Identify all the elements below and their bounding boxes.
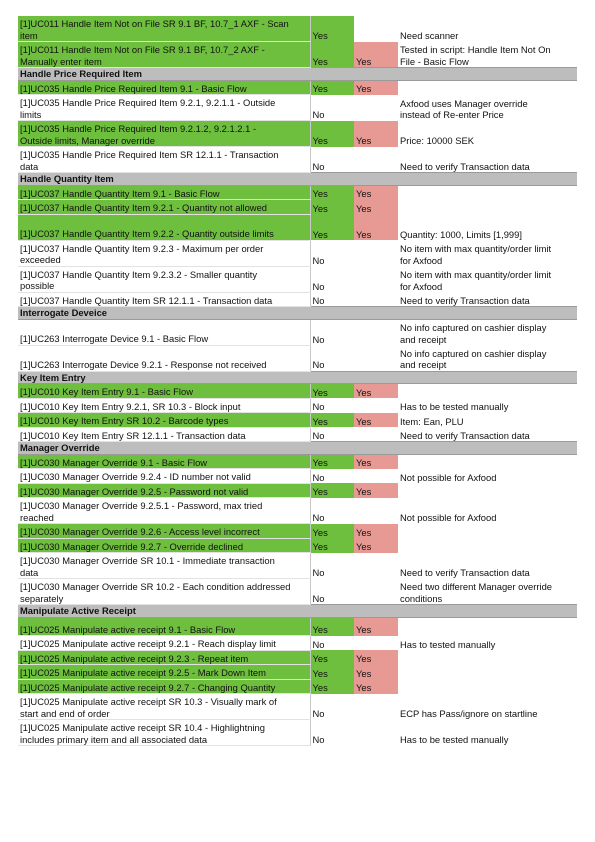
automated-status: Yes — [310, 185, 354, 200]
table-row — [18, 538, 577, 553]
comment-cell — [398, 95, 577, 121]
scripted-status — [354, 292, 398, 307]
scripted-status — [354, 345, 398, 371]
description-line: [1]UC010 Key Item Entry SR 10.2 - Barcode types — [20, 415, 229, 426]
automated-status: No — [312, 333, 325, 345]
table-row — [18, 617, 577, 636]
description-line: reached — [20, 511, 54, 523]
test-case-description — [18, 345, 310, 371]
table-row — [18, 469, 577, 484]
scripted-status: Yes — [354, 214, 398, 240]
automated-status: Yes — [310, 413, 354, 428]
automated-status: No — [312, 512, 325, 523]
comment-cell — [398, 384, 577, 399]
section-title: Handle Quantity Item — [18, 173, 577, 186]
automated-status: No — [312, 592, 325, 604]
scripted-status: Yes — [354, 384, 398, 399]
comment-cell — [398, 185, 577, 200]
scripted-status — [354, 427, 398, 442]
automated-status: Yes — [310, 665, 354, 680]
test-case-description — [18, 200, 310, 215]
description-line: [1]UC030 Manager Override 9.2.7 - Override declined — [20, 540, 244, 552]
description-line: exceeded — [20, 254, 61, 265]
automated-status: Yes — [310, 384, 354, 399]
description-line: [1]UC030 Manager Override 9.2.5.1 - Password, max tried — [20, 500, 263, 511]
comment-cell — [398, 617, 577, 636]
scripted-status — [354, 266, 398, 292]
section-header-row — [18, 307, 577, 320]
description-line: [1]UC010 Key Item Entry 9.1 - Basic Flow — [20, 386, 193, 397]
description-line: [1]UC037 Handle Quantity Item 9.1 - Basic Flow — [20, 187, 220, 199]
test-case-description — [18, 524, 310, 539]
description-line: Outside limits, Manager override — [20, 134, 155, 146]
comment-line: instead of Re-enter Price — [400, 109, 504, 120]
scripted-status: Yes — [354, 80, 398, 95]
comment-line: Has to be tested manually — [400, 401, 509, 412]
comment-cell — [398, 538, 577, 553]
automated-status: No — [312, 294, 325, 306]
scripted-status: Yes — [354, 121, 398, 147]
description-line: [1]UC035 Handle Price Required Item 9.2.1.2, 9.2.1.2.1 - — [20, 123, 257, 134]
table-row — [18, 147, 577, 173]
description-line: [1]UC030 Manager Override 9.2.5 - Password not valid — [20, 485, 249, 497]
comment-cell — [398, 665, 577, 680]
scripted-status: Yes — [354, 524, 398, 539]
scripted-status — [354, 720, 398, 746]
scripted-status — [354, 636, 398, 651]
comment-cell — [398, 553, 577, 579]
comment-line: Axfood uses Manager override — [400, 97, 528, 109]
comment-cell — [398, 147, 577, 173]
description-line: [1]UC011 Handle Item Not on File SR 9.1 BF, 10.7_1 AXF - Scan — [20, 18, 289, 29]
scripted-status: Yes — [354, 483, 398, 498]
test-case-description — [18, 427, 310, 442]
comment-cell — [398, 240, 577, 266]
description-line: includes primary item and all associated data — [20, 733, 208, 745]
description-line: [1]UC011 Handle Item Not on File SR 9.1 BF, 10.7_2 AXF - — [20, 44, 265, 55]
table-row — [18, 524, 577, 539]
scripted-status — [354, 95, 398, 121]
description-line: separately — [20, 592, 64, 604]
table-row — [18, 398, 577, 413]
description-line: [1]UC037 Handle Quantity Item 9.2.3.2 - Smaller quantity — [20, 268, 258, 280]
automated-status: Yes — [310, 42, 354, 68]
automated-status: Yes — [310, 200, 354, 215]
description-line: [1]UC010 Key Item Entry 9.2.1, SR 10.3 - Block input — [20, 400, 241, 412]
test-case-description — [18, 483, 310, 498]
automated-status: Yes — [310, 617, 354, 636]
description-line: [1]UC025 Manipulate active receipt SR 10.3 - Visually mark of — [20, 696, 277, 707]
comment-cell — [398, 579, 577, 605]
scripted-status — [354, 398, 398, 413]
test-case-description — [18, 398, 310, 413]
comment-cell — [398, 679, 577, 694]
comment-cell — [398, 319, 577, 345]
comment-cell — [398, 427, 577, 442]
comment-line: No item with max quantity/order limit — [400, 269, 552, 280]
automated-status: Yes — [310, 483, 354, 498]
table-row — [18, 121, 577, 147]
comment-cell — [398, 524, 577, 539]
table-row — [18, 720, 577, 746]
comment-cell — [398, 413, 577, 428]
automated-status: No — [312, 401, 325, 412]
automated-status: Yes — [310, 121, 354, 147]
section-title: Handle Price Required Item — [18, 68, 577, 81]
description-line: possible — [20, 280, 55, 291]
section-title: Manager Override — [18, 442, 577, 455]
section-header-row — [18, 68, 577, 81]
scripted-status: Yes — [354, 454, 398, 469]
description-line: [1]UC025 Manipulate active receipt 9.2.1 - Reach display limit — [20, 638, 276, 649]
comment-cell — [398, 636, 577, 651]
comment-line: File - Basic Flow — [400, 55, 469, 67]
table-row — [18, 427, 577, 442]
automated-status: Yes — [310, 16, 354, 42]
section-header-row — [18, 371, 577, 384]
automated-status: No — [312, 567, 325, 578]
test-case-description — [18, 538, 310, 553]
test-case-description — [18, 185, 310, 200]
test-case-description — [18, 679, 310, 694]
description-line: [1]UC035 Handle Price Required Item 9.2.1, 9.2.1.1 - Outside — [20, 97, 276, 108]
section-header-row — [18, 605, 577, 618]
test-case-description — [18, 121, 310, 147]
table-row — [18, 200, 577, 215]
comment-cell — [398, 42, 577, 68]
test-case-description — [18, 665, 310, 680]
table-row — [18, 553, 577, 579]
automated-status: Yes — [310, 650, 354, 665]
description-line: [1]UC025 Manipulate active receipt 9.1 - Basic Flow — [20, 623, 236, 635]
comment-line: Not possible for Axfood — [400, 471, 497, 483]
scripted-status: Yes — [354, 185, 398, 200]
automated-status: Yes — [310, 454, 354, 469]
automated-status: No — [312, 734, 325, 745]
table-body — [18, 16, 577, 746]
description-line: item — [20, 29, 38, 41]
table-row — [18, 42, 577, 68]
test-case-description — [18, 579, 310, 605]
test-case-description — [18, 650, 310, 665]
table-row — [18, 694, 577, 720]
scripted-status — [354, 16, 398, 42]
table-row — [18, 679, 577, 694]
comment-cell — [398, 498, 577, 524]
comment-cell — [398, 469, 577, 484]
table-row — [18, 345, 577, 371]
comment-cell — [398, 720, 577, 746]
comment-line: No info captured on cashier display — [400, 347, 547, 359]
scripted-status: Yes — [354, 617, 398, 636]
test-case-description — [18, 720, 310, 746]
section-header-row — [18, 173, 577, 186]
automated-status: Yes — [310, 524, 354, 539]
comment-line: No item with max quantity/order limit — [400, 243, 552, 254]
description-line: data — [20, 566, 39, 578]
description-line: Manually enter item — [20, 55, 102, 67]
description-line — [20, 217, 308, 229]
scripted-status: Yes — [354, 42, 398, 68]
description-line: [1]UC010 Key Item Entry SR 12.1.1 - Transaction data — [20, 429, 246, 441]
automated-status: No — [312, 160, 325, 172]
table-row — [18, 95, 577, 121]
comment-cell — [398, 650, 577, 665]
automated-status: Yes — [310, 214, 354, 240]
test-case-description — [18, 214, 310, 240]
comment-line: Need to verify Transaction data — [400, 429, 530, 441]
table-row — [18, 579, 577, 605]
comment-line: Need to verify Transaction data — [400, 160, 530, 172]
table-row — [18, 413, 577, 428]
comment-line: Need to verify Transaction data — [400, 567, 530, 578]
description-line: start and end of order — [20, 707, 110, 719]
comment-line: ECP has Pass/ignore on startline — [400, 708, 538, 719]
test-case-description — [18, 413, 310, 428]
comment-line: Has to tested manually — [400, 638, 496, 650]
automated-status: No — [312, 254, 325, 266]
table-row — [18, 636, 577, 651]
test-case-description — [18, 95, 310, 121]
test-case-description — [18, 498, 310, 524]
comment-line: Need scanner — [400, 30, 459, 41]
comment-line: for Axfood — [400, 254, 443, 266]
test-case-description — [18, 636, 310, 651]
test-case-description — [18, 694, 310, 720]
comment-cell — [398, 200, 577, 215]
automated-status: No — [312, 429, 325, 441]
section-title: Key Item Entry — [18, 371, 577, 384]
comment-cell — [398, 398, 577, 413]
scripted-status — [354, 553, 398, 579]
test-case-description — [18, 469, 310, 484]
description-line: [1]UC035 Handle Price Required Item SR 12.1.1 - Transaction — [20, 149, 279, 160]
description-line: [1]UC263 Interrogate Device 9.1 - Basic Flow — [20, 333, 209, 344]
description-line: [1]UC025 Manipulate active receipt 9.2.3 - Repeat item — [20, 652, 249, 664]
table-row — [18, 483, 577, 498]
test-case-description — [18, 147, 310, 173]
test-case-description — [18, 553, 310, 579]
scripted-status: Yes — [354, 413, 398, 428]
table-row — [18, 498, 577, 524]
comment-line: Tested in script: Handle Item Not On — [400, 44, 551, 55]
scripted-status — [354, 498, 398, 524]
automated-status: No — [312, 109, 325, 120]
comment-cell — [398, 214, 577, 240]
table-row — [18, 454, 577, 469]
comment-line: for Axfood — [400, 280, 443, 292]
description-line: [1]UC035 Handle Price Required Item 9.1 - Basic Flow — [20, 82, 247, 94]
scripted-status — [354, 147, 398, 173]
description-line: [1]UC025 Manipulate active receipt 9.2.5 - Mark Down Item — [20, 667, 266, 678]
table-row — [18, 214, 577, 240]
section-header-row — [18, 442, 577, 455]
section-title: Interrogate Deveice — [18, 307, 577, 320]
scripted-status: Yes — [354, 679, 398, 694]
test-case-description — [18, 266, 310, 292]
description-line: [1]UC037 Handle Quantity Item 9.2.1 - Quantity not allowed — [20, 202, 268, 213]
description-line: [1]UC030 Manager Override 9.2.6 - Access level incorrect — [20, 526, 260, 537]
scripted-status — [354, 579, 398, 605]
table-row — [18, 80, 577, 95]
scripted-status: Yes — [354, 200, 398, 215]
description-line: [1]UC025 Manipulate active receipt SR 10.4 - Highlightning — [20, 722, 265, 733]
description-line: [1]UC025 Manipulate active receipt 9.2.7 - Changing Quantity — [20, 681, 276, 693]
description-line: [1]UC030 Manager Override SR 10.2 - Each condition addressed — [20, 581, 291, 592]
description-line: [1]UC037 Handle Quantity Item 9.2.3 - Maximum per order — [20, 242, 264, 254]
description-line: [1]UC037 Handle Quantity Item 9.2.2 - Quantity outside limits — [20, 228, 274, 239]
description-line — [20, 348, 308, 360]
table-row — [18, 665, 577, 680]
comment-cell — [398, 121, 577, 147]
test-case-description — [18, 240, 310, 266]
automated-status: Yes — [310, 80, 354, 95]
automated-status: No — [312, 280, 325, 292]
table-row — [18, 16, 577, 42]
comment-line: Item: Ean, PLU — [400, 415, 464, 427]
comment-line: Not possible for Axfood — [400, 512, 497, 523]
comment-line: Need to verify Transaction data — [400, 294, 530, 306]
test-case-description — [18, 42, 310, 68]
comment-cell — [398, 16, 577, 42]
description-line: [1]UC263 Interrogate Device 9.2.1 - Response not received — [20, 359, 267, 370]
automated-status: No — [312, 471, 325, 483]
test-case-description — [18, 16, 310, 42]
description-line: data — [20, 160, 39, 172]
description-line: [1]UC030 Manager Override 9.1 - Basic Flow — [20, 456, 208, 468]
scripted-status: Yes — [354, 650, 398, 665]
test-case-description — [18, 292, 310, 307]
scripted-status: Yes — [354, 665, 398, 680]
table-row — [18, 319, 577, 345]
automated-status: No — [312, 359, 325, 370]
scripted-status — [354, 694, 398, 720]
test-case-description — [18, 454, 310, 469]
table-row — [18, 650, 577, 665]
automated-status: Yes — [310, 538, 354, 553]
comment-line: No info captured on cashier display — [400, 322, 547, 333]
comment-cell — [398, 266, 577, 292]
test-case-table — [18, 16, 577, 746]
comment-line: and receipt — [400, 333, 447, 345]
scripted-status — [354, 469, 398, 484]
description-line: [1]UC030 Manager Override SR 10.1 - Immediate transaction — [20, 555, 275, 566]
table-row — [18, 240, 577, 266]
comment-cell — [398, 345, 577, 371]
comment-cell — [398, 292, 577, 307]
description-line — [20, 322, 308, 334]
scripted-status: Yes — [354, 538, 398, 553]
comment-cell — [398, 80, 577, 95]
comment-line: Quantity: 1000, Limits [1,999] — [400, 228, 522, 240]
scripted-status — [354, 240, 398, 266]
description-line: [1]UC037 Handle Quantity Item SR 12.1.1 - Transaction data — [20, 294, 273, 306]
table-row — [18, 384, 577, 399]
table-row — [18, 266, 577, 292]
comment-line: and receipt — [400, 359, 447, 370]
table-row — [18, 292, 577, 307]
comment-cell — [398, 483, 577, 498]
test-case-description — [18, 80, 310, 95]
description-line: [1]UC030 Manager Override 9.2.4 - ID number not valid — [20, 471, 251, 482]
test-case-description — [18, 384, 310, 399]
comment-line: Price: 10000 SEK — [400, 135, 475, 146]
section-title: Manipulate Active Receipt — [18, 605, 577, 618]
comment-line: Need two different Manager override — [400, 581, 552, 592]
automated-status: No — [312, 638, 325, 650]
comment-cell — [398, 694, 577, 720]
test-case-description — [18, 319, 310, 345]
comment-line: Has to be tested manually — [400, 734, 509, 745]
scripted-status — [354, 319, 398, 345]
comment-line: conditions — [400, 592, 443, 604]
test-case-description — [18, 617, 310, 636]
automated-status: No — [312, 708, 325, 719]
table-row — [18, 185, 577, 200]
automated-status: Yes — [310, 679, 354, 694]
description-line: limits — [20, 108, 42, 120]
comment-cell — [398, 454, 577, 469]
